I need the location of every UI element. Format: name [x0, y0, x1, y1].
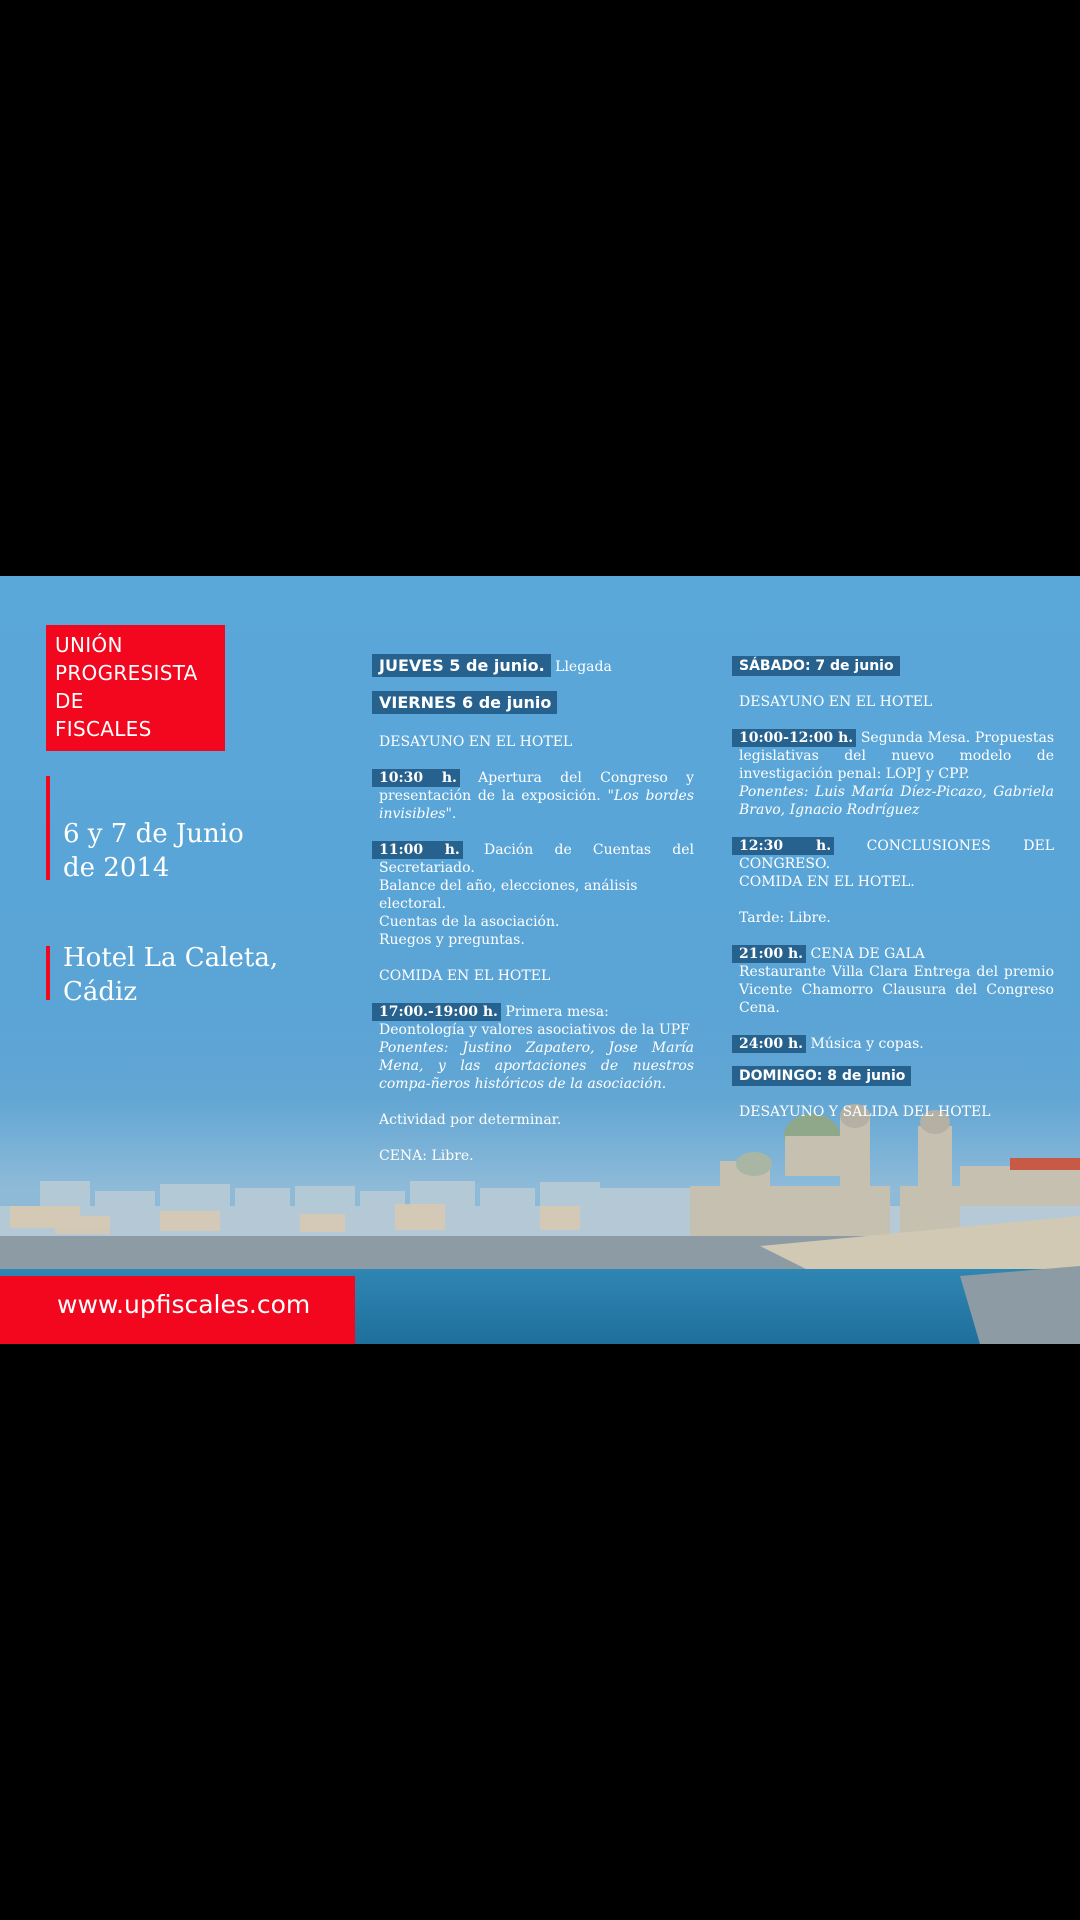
org-line: PROGRESISTA [55, 661, 198, 685]
entry-1700-ponentes [379, 1039, 694, 1093]
entry-1100 [379, 841, 694, 877]
org-line: FISCALES [55, 717, 152, 741]
entry-2100-text: CENA DE GALA [810, 946, 925, 962]
day-heading-jueves: JUEVES 5 de junio. [372, 654, 551, 677]
program-left-column [379, 657, 694, 1165]
event-date-line2: de 2014 [63, 853, 170, 883]
time-2400: 24:00 h. [732, 1035, 806, 1053]
entry-1100-line4: Ruegos y preguntas. [379, 932, 525, 948]
entry-1000-text: Segunda Mesa. Propuestas legislativas del nuevo modelo de investigación penal: LOPJ y CPP. [739, 730, 1055, 782]
time-1000: 10:00-12:00 h. [732, 729, 856, 747]
time-1030: 10:30 h. [372, 769, 460, 787]
entry-1700 [379, 1003, 694, 1021]
date-accent-bar [46, 776, 50, 880]
venue-line2: Cádiz [63, 977, 138, 1007]
entry-1030 [379, 769, 694, 823]
jueves-text: Llegada [555, 659, 612, 675]
entry-2100-line2: Restaurante Villa Clara Entrega del premio Vicente Chamorro Clausura del Congreso Cena. [739, 964, 1054, 1016]
entry-2400-text: Música y copas. [810, 1036, 924, 1052]
time-1700: 17:00.-19:00 h. [372, 1003, 501, 1021]
viernes-heading-row [379, 694, 694, 713]
viernes-comida: COMIDA EN EL HOTEL [379, 968, 551, 984]
entry-1000 [739, 729, 1054, 783]
time-1100: 11:00 h. [372, 841, 463, 859]
program-right-column [739, 657, 1054, 1121]
venue-accent-bar [46, 946, 50, 1000]
day-heading-viernes: VIERNES 6 de junio [372, 691, 557, 714]
entry-1100-line3: Cuentas de la asociación. [379, 914, 560, 930]
org-logo [46, 625, 225, 751]
website-link[interactable]: www.upfiscales.com [57, 1290, 311, 1319]
entry-1030-text: Apertura del Congreso y presentación de la exposición. [379, 770, 694, 804]
viernes-actividad: Actividad por determinar. [379, 1112, 562, 1128]
org-logo-text [55, 631, 198, 743]
day-heading-sabado: SÁBADO: 7 de junio [732, 656, 900, 676]
jueves-entry [379, 657, 694, 676]
entry-2400 [739, 1035, 1054, 1053]
entry-1100-line2: Balance del año, elecciones, análisis electoral. [379, 878, 638, 912]
sabado-heading-row [739, 657, 1054, 675]
viernes-cena: CENA: Libre. [379, 1148, 474, 1164]
venue-line1: Hotel La Caleta, [63, 943, 279, 973]
event-date-line1: 6 y 7 de Junio [63, 819, 244, 849]
org-line: DE [55, 689, 84, 713]
entry-1000-italic: Ponentes: Luis María Díez-Picazo, Gabriela Bravo, Ignacio Rodríguez [739, 784, 1054, 818]
event-poster [0, 576, 1080, 1344]
entry-1700-text: Primera mesa: [505, 1004, 609, 1020]
entry-1030-italic: "Los bordes invisibles". [379, 788, 695, 822]
website-banner[interactable] [0, 1276, 355, 1344]
sabado-tarde: Tarde: Libre. [739, 910, 831, 926]
entry-1230-text: CONCLUSIONES DEL CONGRESO. [739, 838, 1054, 872]
viernes-desayuno: DESAYUNO EN EL HOTEL [379, 734, 573, 750]
entry-1230-line2: COMIDA EN EL HOTEL. [739, 874, 915, 890]
domingo-heading-row [739, 1067, 1054, 1085]
entry-1700-line2: Deontología y valores asociativos de la UPF [379, 1022, 690, 1038]
org-line: UNIÓN [55, 633, 123, 657]
entry-1230 [739, 837, 1054, 873]
time-2100: 21:00 h. [732, 945, 806, 963]
entry-1100-text: Dación de Cuentas del Secretariado. [379, 842, 695, 876]
entry-2100 [739, 945, 1054, 963]
time-1230: 12:30 h. [732, 837, 834, 855]
day-heading-domingo: DOMINGO: 8 de junio [732, 1066, 911, 1086]
entry-1700-italic: Ponentes: Justino Zapatero, Jose María Mena, y las aportaciones de nuestros compa-ñeros históricos de la asociación. [379, 1040, 694, 1092]
domingo-text: DESAYUNO Y SALIDA DEL HOTEL [739, 1104, 991, 1120]
sabado-desayuno: DESAYUNO EN EL HOTEL [739, 694, 933, 710]
entry-1000-ponentes [739, 783, 1054, 819]
